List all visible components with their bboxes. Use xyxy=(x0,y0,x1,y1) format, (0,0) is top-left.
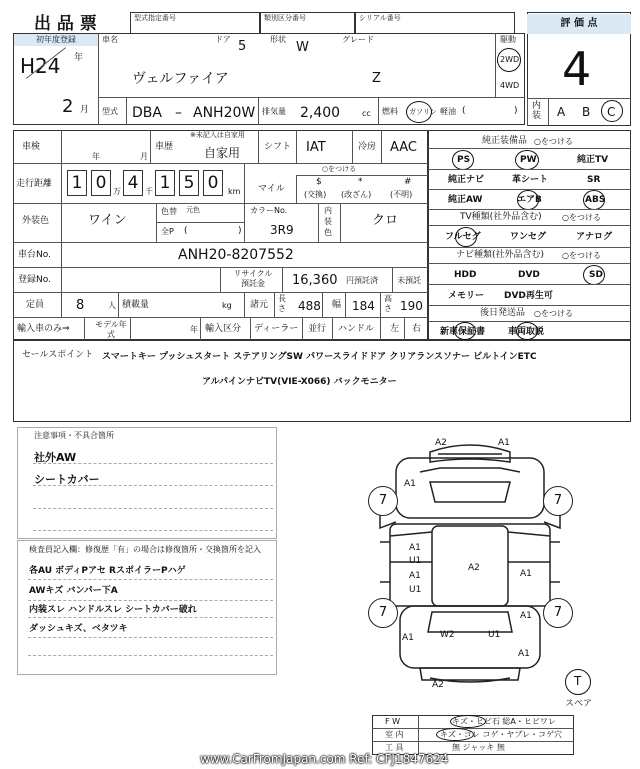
damage-mark-rear-fender-r: A1 xyxy=(518,649,530,659)
reg-month: 2 xyxy=(62,96,74,117)
mileage-digit-2: 0 xyxy=(91,170,111,196)
interior-color-label: 内装色 xyxy=(324,206,332,237)
later-manual: 車両取説 xyxy=(508,327,545,337)
damage-mark-front-door-l-u: U1 xyxy=(409,556,422,566)
drive-4wd: 4WD xyxy=(500,81,520,90)
grade-label: 評 価 点 xyxy=(527,14,631,34)
diesel-label: 軽油 xyxy=(440,107,456,116)
model-type-label: 型式 xyxy=(102,107,118,116)
inspector-line-3: 内装スレ ハンドルスレ シートカバー破れ xyxy=(29,605,197,615)
mileage-label: 走行距離 xyxy=(16,179,53,189)
kg-unit: kg xyxy=(222,301,232,310)
mile-label: マイル xyxy=(258,184,285,194)
drive-2wd: 2WD xyxy=(500,55,520,64)
ac-value: AAC xyxy=(390,140,417,155)
equip-abs-circle xyxy=(583,190,605,210)
navi-dvd: DVD xyxy=(518,270,540,280)
damage-mark-tailgate-u: U1 xyxy=(488,630,501,640)
equip-abs: ABS xyxy=(585,195,606,205)
history-note: ※未記入は自家用 xyxy=(190,131,245,139)
category-label: 類別区分番号 xyxy=(264,14,306,22)
reg-month-unit: 月 xyxy=(80,105,90,115)
mileage-digit-1: 1 xyxy=(67,170,87,196)
exterior-value: ワイン xyxy=(88,213,127,228)
tire-front-left: 7 xyxy=(368,486,398,516)
displacement-label: 排気量 xyxy=(262,107,286,116)
capacity-value: 8 xyxy=(76,298,85,313)
equipment-title: 純正装備品 xyxy=(482,136,528,146)
model-prefix: DBA xyxy=(132,105,162,121)
navi-hdd: HDD xyxy=(454,270,477,280)
navi-dvd-play: DVD再生可 xyxy=(504,291,553,301)
mileage-digit-5: 5 xyxy=(179,170,199,196)
import-label: 輸入車のみ⇒ xyxy=(17,324,70,334)
equip-sr: SR xyxy=(587,175,601,185)
notes-line-1: 社外AW xyxy=(34,451,77,464)
tire-rear-left: 7 xyxy=(368,598,398,628)
shape-value: W xyxy=(296,40,309,55)
navi-sd-circle xyxy=(583,265,605,285)
legend-row3-text: 無 ジャッキ 無 xyxy=(452,743,505,752)
tv-circle-note: ○をつける xyxy=(562,213,601,222)
chassis-label: 車台No. xyxy=(18,250,51,260)
capacity-unit: 人 xyxy=(108,301,116,310)
length-value: 488 xyxy=(298,299,321,313)
damage-mark-front-door-l: A1 xyxy=(409,543,421,553)
fuel-value: ガソリン xyxy=(409,108,437,116)
spare-tire-letter: T xyxy=(574,674,582,688)
ac-label: 冷房 xyxy=(358,142,377,152)
later-title: 後日発送品 xyxy=(480,308,526,318)
equip-navi: 純正ナビ xyxy=(448,175,485,185)
damage-mark-front-bumper-r: A1 xyxy=(498,438,510,448)
equip-ps: PS xyxy=(457,155,471,165)
load-label: 積載量 xyxy=(122,300,150,310)
exterior-label: 外装色 xyxy=(22,216,50,226)
handle-right: 右 xyxy=(412,324,422,334)
inspector-line-2: AWキズ バンパー下A xyxy=(29,586,118,596)
legend-fw-circle xyxy=(450,715,486,728)
model-code: ANH20W xyxy=(193,105,256,121)
equip-airbag: エアB xyxy=(517,195,542,205)
width-label: 幅 xyxy=(332,300,342,310)
shape-label: 形状 xyxy=(270,35,286,44)
model-designation-label: 型式指定番号 xyxy=(134,14,176,22)
grade-score: 4 xyxy=(562,42,592,96)
mileage-digit-3: 4 xyxy=(123,170,143,196)
history-value: 自家用 xyxy=(204,146,241,160)
door-count: 5 xyxy=(238,39,247,54)
sales-point-label: セールスポイント xyxy=(22,350,94,360)
grade-label-vehicle: グレード xyxy=(342,35,374,44)
reg-year: H24 xyxy=(20,54,61,78)
damage-mark-rear-door-l: A1 xyxy=(409,571,421,581)
mile-opt3: # xyxy=(404,177,412,187)
full-paint-label: 全P xyxy=(161,227,174,236)
color-no-label: カラーNo. xyxy=(250,206,288,215)
tv-fullseg: フルセグ xyxy=(445,232,481,242)
inspector-line-1: 各AU ボディPアセ RスポイラーPハゲ xyxy=(29,566,186,576)
grade-value: Z xyxy=(372,71,381,86)
history-label: 車歴 xyxy=(155,142,174,152)
car-diagram xyxy=(360,432,580,692)
model-sep: – xyxy=(175,105,182,121)
car-name-label: 車名 xyxy=(102,35,118,44)
navi-circle-note: ○をつける xyxy=(562,251,601,260)
legend-row2-text: キズ・ゴレ コゲ・ヤブレ・コゲ穴 xyxy=(440,730,563,739)
paren-open: ( xyxy=(462,106,466,116)
tire-rear-right: 7 xyxy=(543,598,573,628)
km-unit: km xyxy=(228,187,241,196)
recycle-value: 16,360 xyxy=(292,273,338,288)
mile-opt1-sub: (交換) xyxy=(304,190,327,199)
legend-row3-label: 工 具 xyxy=(385,743,404,752)
first-reg-label: 初年度登録 xyxy=(14,34,98,46)
navi-memory: メモリー xyxy=(448,291,485,301)
mile-circle-note: ○をつける xyxy=(322,165,357,173)
sales-point-line1: スマートキー プッシュスタート ステアリングSW パワースライドドア クリアランスソナー ビルトインETC xyxy=(102,352,537,362)
damage-mark-front-bumper-l: A2 xyxy=(435,438,447,448)
inspector-line-4: ダッシュキズ、ベタツキ xyxy=(29,624,128,634)
color-no-value: 3R9 xyxy=(270,223,294,237)
notes-title: 注意事項・不具合箇所 xyxy=(34,431,114,440)
damage-mark-door-r: A1 xyxy=(520,569,532,579)
fuel-label: 燃料 xyxy=(382,107,398,116)
interior-c-circle xyxy=(601,100,623,122)
interior-option-a: A xyxy=(557,105,566,119)
inspection-label: 車検 xyxy=(22,142,41,152)
registration-label: 登録No. xyxy=(18,275,51,285)
tv-fullseg-circle xyxy=(455,227,477,247)
later-circle-note: ○をつける xyxy=(534,309,573,318)
later-manual-circle xyxy=(516,322,538,340)
handle-label: ハンドル xyxy=(338,324,375,334)
parallel-option: 並行 xyxy=(308,324,327,334)
reg-year-unit: 年 xyxy=(74,53,84,63)
dealer-option: ディーラー xyxy=(254,324,299,334)
legend-interior-circle xyxy=(436,728,474,741)
legend-row1-label: F W xyxy=(385,717,401,726)
equip-airbag-circle xyxy=(517,190,539,210)
handle-left: 左 xyxy=(390,324,400,334)
damage-mark-rear-r: A1 xyxy=(520,611,532,621)
equip-pw: PW xyxy=(520,155,537,165)
tire-front-right: 7 xyxy=(543,486,573,516)
displacement-value: 2,400 xyxy=(300,105,341,121)
sen-unit: 千 xyxy=(145,187,153,196)
recycle-unit: 円預託済 xyxy=(346,276,378,285)
navi-sd: SD xyxy=(589,270,603,280)
height-value: 190 xyxy=(400,299,423,313)
man-unit: 万 xyxy=(113,187,121,196)
equip-ps-circle xyxy=(452,150,474,170)
drive-label: 駆動 xyxy=(500,35,516,44)
length-label: 長さ xyxy=(278,294,286,313)
inspector-title: 検査員記入欄：修復歴「有」の場合は修復箇所・交換箇所を記入 xyxy=(29,545,261,554)
navi-title: ナビ種類(社外品含む) xyxy=(456,250,545,260)
mileage-digit-6: 0 xyxy=(203,170,223,196)
original-paren-open: ( xyxy=(184,226,188,236)
interior-color-value: クロ xyxy=(372,213,399,228)
equip-aw: 純正AW xyxy=(448,195,483,205)
damage-mark-tailgate: W2 xyxy=(440,630,455,640)
import-year-unit: 年 xyxy=(190,325,198,334)
original-color-label: 元色 xyxy=(186,206,200,214)
tv-analog: アナログ xyxy=(576,232,613,242)
shift-value: IAT xyxy=(306,140,326,155)
later-warranty: 新車保証書 xyxy=(440,327,486,337)
mile-opt2: * xyxy=(358,177,363,187)
later-warranty-circle xyxy=(454,322,476,340)
damage-mark-rear-bumper: A2 xyxy=(432,680,444,690)
recycle-status: 未預託 xyxy=(397,276,421,285)
door-label: ドア xyxy=(215,35,231,44)
drive-2wd-circle xyxy=(497,48,521,72)
recycle-label: リサイクル預託金 xyxy=(233,269,273,288)
import-category-label: 輸入区分 xyxy=(205,324,242,334)
serial-label: シリアル番号 xyxy=(359,14,401,22)
mile-opt1: $ xyxy=(316,177,322,187)
chassis-value: ANH20-8207552 xyxy=(178,247,294,263)
damage-mark-roof: A2 xyxy=(468,563,480,573)
interior-label: 内装 xyxy=(532,101,542,121)
cc-unit: cc xyxy=(362,109,371,118)
car-name: ヴェルファイア xyxy=(132,71,229,87)
height-label: 高さ xyxy=(384,294,392,313)
interior-option-c: C xyxy=(607,105,616,119)
width-value: 184 xyxy=(352,299,375,313)
tv-title: TV種類(社外品含む) xyxy=(460,212,542,222)
original-paren-close: ) xyxy=(238,226,242,236)
equip-tv: 純正TV xyxy=(577,155,609,165)
sales-point-line2: アルパインナビTV(VIE-X066) バックモニター xyxy=(202,377,397,387)
interior-option-b: B xyxy=(582,105,591,119)
color-change-label: 色替 xyxy=(161,207,177,216)
sheet-title: 出 品 票 xyxy=(34,14,97,34)
equipment-circle-note: ○をつける xyxy=(534,137,573,146)
mile-opt3-sub: (不明) xyxy=(390,190,413,199)
paren-close: ) xyxy=(514,106,518,116)
tv-oneseg: ワンセグ xyxy=(510,232,547,242)
dims-label: 諸元 xyxy=(250,300,269,310)
damage-mark-rear-fender-l: A1 xyxy=(402,633,414,643)
capacity-label: 定員 xyxy=(26,300,45,310)
damage-mark-front-fender-l: A1 xyxy=(404,479,416,489)
model-year-label: モデル年式 xyxy=(95,320,127,339)
footer-watermark: www.CarFromJapan.com Ref: CFJ1847624 xyxy=(200,752,449,766)
inspection-year-unit: 年 xyxy=(92,152,100,161)
mileage-digit-4: 1 xyxy=(155,170,175,196)
spare-label: スペア xyxy=(565,699,593,709)
legend-row2-label: 室 内 xyxy=(385,730,404,739)
equip-leather: 革シート xyxy=(512,175,549,185)
mile-opt2-sub: (改ざん) xyxy=(341,190,372,199)
inspection-month-unit: 月 xyxy=(140,152,148,161)
shift-label: シフト xyxy=(264,142,292,152)
damage-mark-rear-door-l-u: U1 xyxy=(409,585,422,595)
fuel-circle xyxy=(406,101,432,123)
equip-pw-circle xyxy=(515,150,539,170)
legend-row1-text: キズ・ヒビ石 総A・ヒビワレ xyxy=(452,717,556,726)
notes-line-2: シートカバー xyxy=(34,473,100,486)
